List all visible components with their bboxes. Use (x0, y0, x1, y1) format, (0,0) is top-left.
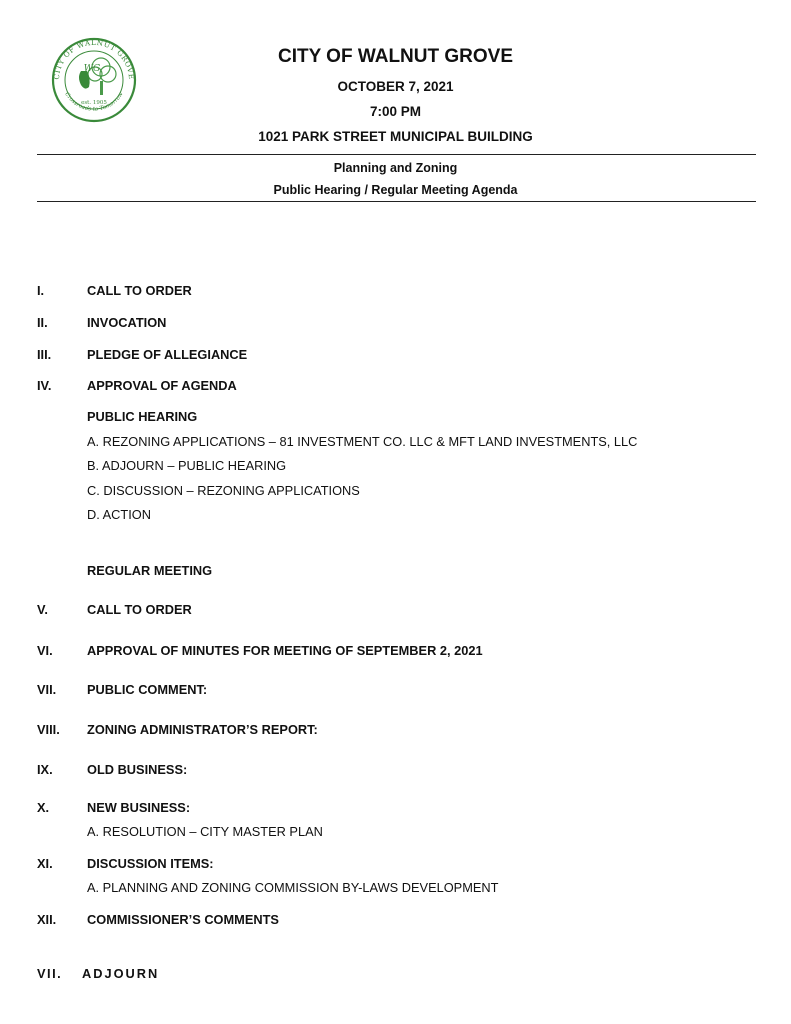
meeting-location: 1021 PARK STREET MUNICIPAL BUILDING (258, 129, 533, 144)
agenda-number: I. (37, 283, 45, 298)
seal-established: est. 1905 (81, 100, 107, 106)
agenda-number: IV. (37, 378, 52, 393)
agenda-item-old-business: OLD BUSINESS: (87, 762, 188, 777)
agenda-number: X. (37, 800, 50, 815)
agenda-item-call-to-order-regular: CALL TO ORDER (87, 602, 192, 617)
agenda-item-commissioners-comments: COMMISSIONER’S COMMENTS (87, 912, 279, 927)
agenda-item-call-to-order: CALL TO ORDER (87, 283, 192, 298)
agenda-number: II. (37, 315, 48, 330)
new-business-item: A. RESOLUTION – CITY MASTER PLAN (87, 824, 323, 839)
agenda-number: VIII. (37, 722, 60, 737)
agenda-type: Public Hearing / Regular Meeting Agenda (273, 183, 518, 197)
agenda-number: VII. (37, 682, 57, 697)
agenda-number: VI. (37, 643, 53, 658)
agenda-item-public-comment: PUBLIC COMMENT: (87, 682, 208, 697)
public-hearing-heading: PUBLIC HEARING (87, 409, 198, 424)
agenda-number: XI. (37, 856, 53, 871)
agenda-item-new-business: NEW BUSINESS: (87, 800, 191, 815)
discussion-item: A. PLANNING AND ZONING COMMISSION BY-LAWS DEVELOPMENT (87, 880, 499, 895)
agenda-item-approval-of-minutes: APPROVAL OF MINUTES FOR MEETING OF SEPTEMBER 2, 2021 (87, 643, 483, 658)
agenda-number: III. (37, 347, 52, 362)
meeting-date: OCTOBER 7, 2021 (337, 79, 454, 94)
public-hearing-item: A. REZONING APPLICATIONS – 81 INVESTMENT CO. LLC & MFT LAND INVESTMENTS, LLC (87, 434, 638, 449)
agenda-number: IX. (37, 762, 53, 777)
agenda-item-approval-of-agenda: APPROVAL OF AGENDA (87, 378, 237, 393)
agenda-item-pledge: PLEDGE OF ALLEGIANCE (87, 347, 248, 362)
public-hearing-item: B. ADJOURN – PUBLIC HEARING (87, 458, 287, 473)
agenda-item-invocation: INVOCATION (87, 315, 167, 330)
seal-arc-text: CITY OF WALNUT GROVE (51, 37, 137, 80)
agenda-number: VII. (37, 966, 63, 981)
agenda-item-discussion-items: DISCUSSION ITEMS: (87, 856, 214, 871)
header-divider-bottom (37, 201, 756, 202)
agenda-item-adjourn: ADJOURN (82, 966, 160, 981)
city-title: CITY OF WALNUT GROVE (277, 46, 514, 67)
agenda-number: XII. (37, 912, 57, 927)
public-hearing-item: C. DISCUSSION – REZONING APPLICATIONS (87, 483, 360, 498)
agenda-number: V. (37, 602, 48, 617)
header-divider-top (37, 154, 756, 155)
seal-monogram: WG (83, 64, 101, 74)
public-hearing-item: D. ACTION (87, 507, 151, 522)
agenda-item-zoning-report: ZONING ADMINISTRATOR’S REPORT: (87, 722, 318, 737)
regular-meeting-heading: REGULAR MEETING (87, 563, 213, 578)
meeting-time: 7:00 PM (369, 104, 422, 119)
seal-motto: Crossroads to Tomorrow (63, 91, 125, 113)
committee-name: Planning and Zoning (333, 161, 458, 175)
